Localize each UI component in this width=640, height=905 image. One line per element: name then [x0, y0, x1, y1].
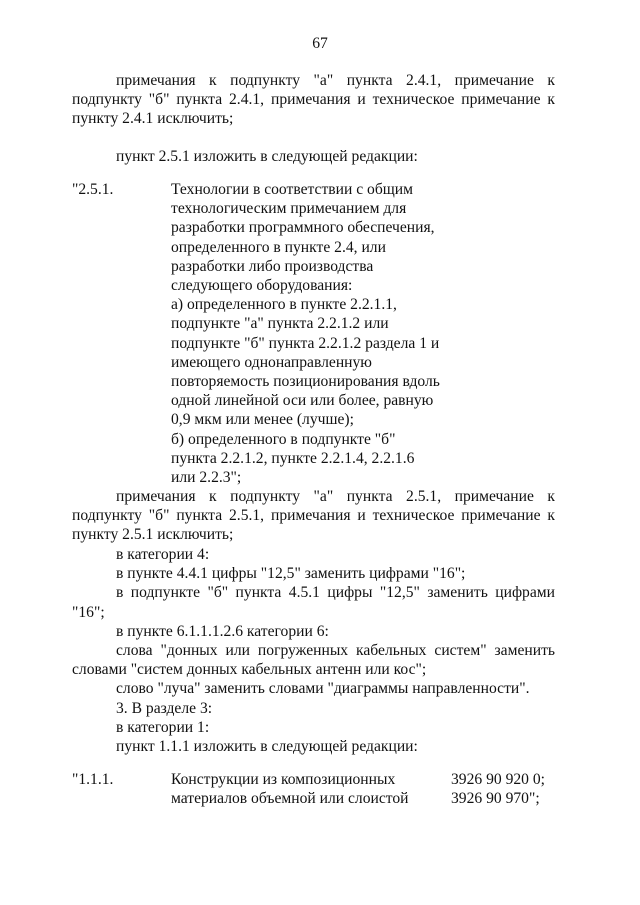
- text-line: словами "систем донных кабельных антенн или кос";: [72, 661, 427, 679]
- entry-line: материалов объемной или слоистой: [171, 790, 409, 808]
- entry-line: или 2.2.3";: [171, 469, 242, 487]
- entry-line: Технологии в соответствии с общим: [171, 181, 413, 198]
- text-line: примечания к подпункту "а" пункта 2.4.1, примечание к: [116, 72, 555, 89]
- entry-line: пункта 2.2.1.2, пункте 2.2.1.4, 2.2.1.6: [171, 449, 415, 467]
- entry-line: определенного в пункте 2.4, или: [171, 238, 386, 256]
- text-line: в подпункте "б" пункта 4.5.1 цифры "12,5" заменить цифрами: [116, 584, 555, 602]
- text-line: подпункту "б" пункта 2.5.1, примечания и техническое примечание к: [72, 507, 555, 525]
- entry-text: [171, 180, 440, 487]
- text-line: в категории 4:: [116, 546, 210, 563]
- entry-number: "2.5.1.: [72, 181, 114, 198]
- paragraph-exclusions-241: [72, 71, 555, 129]
- entry-line: повторяемость позиционирования вдоль: [171, 373, 440, 391]
- text-line: пункту 2.5.1 исключить;: [72, 526, 234, 544]
- entry-line: а) определенного в пункте 2.2.1.1,: [171, 296, 397, 314]
- text-line: слово "луча" заменить словами "диаграммы направленности".: [116, 680, 530, 698]
- entry-number: "1.1.1.: [72, 771, 114, 788]
- entry-line: разработки программного обеспечения,: [171, 219, 435, 237]
- text-line: подпункту "б" пункта 2.4.1, примечания и техническое примечание к: [72, 91, 555, 109]
- text-line: пункт 2.5.1 изложить в следующей редакции:: [116, 148, 418, 165]
- text-line: "16";: [72, 603, 105, 621]
- text-line: 3. В разделе 3:: [116, 699, 213, 717]
- entry-line: подпункте "а" пункта 2.2.1.2 или: [171, 315, 389, 333]
- text-line: пункт 1.1.1 изложить в следующей редакции:: [116, 738, 418, 756]
- customs-code: 3926 90 970";: [451, 790, 540, 808]
- page-number: 67: [312, 35, 328, 52]
- entry-line: разработки либо производства: [171, 257, 374, 275]
- amendment-list: [72, 545, 555, 756]
- text-line: примечания к подпункту "а" пункта 2.5.1, примечание к: [116, 488, 555, 505]
- entry-line: б) определенного в подпункте "б": [171, 430, 396, 448]
- entry-line: имеющего однонаправленную: [171, 353, 372, 371]
- entry-line: 0,9 мкм или менее (лучше);: [171, 411, 354, 429]
- text-line: в пункте 6.1.1.1.2.6 категории 6:: [116, 622, 329, 640]
- text-line: пункту 2.4.1 исключить;: [72, 110, 234, 128]
- text-line: слова "донных или погруженных кабельных систем" заменить: [116, 642, 555, 660]
- customs-codes: [451, 770, 545, 808]
- entry-line: подпункте "б" пункта 2.2.1.2 раздела 1 и: [171, 334, 440, 352]
- entry-line: Конструкции из композиционных: [171, 771, 396, 788]
- text-line: в пункте 4.4.1 цифры "12,5" заменить цифрами "16";: [116, 565, 466, 583]
- paragraph-exclusions-251: [72, 487, 555, 545]
- entry-text: [171, 770, 409, 808]
- entry-line: технологическим примечанием для: [171, 200, 407, 218]
- text-line: в категории 1:: [116, 718, 210, 736]
- paragraph-251-intro: [72, 147, 555, 166]
- entry-line: одной линейной оси или более, равную: [171, 392, 434, 410]
- entry-line: следующего оборудования:: [171, 277, 353, 295]
- customs-code: 3926 90 920 0;: [451, 771, 545, 788]
